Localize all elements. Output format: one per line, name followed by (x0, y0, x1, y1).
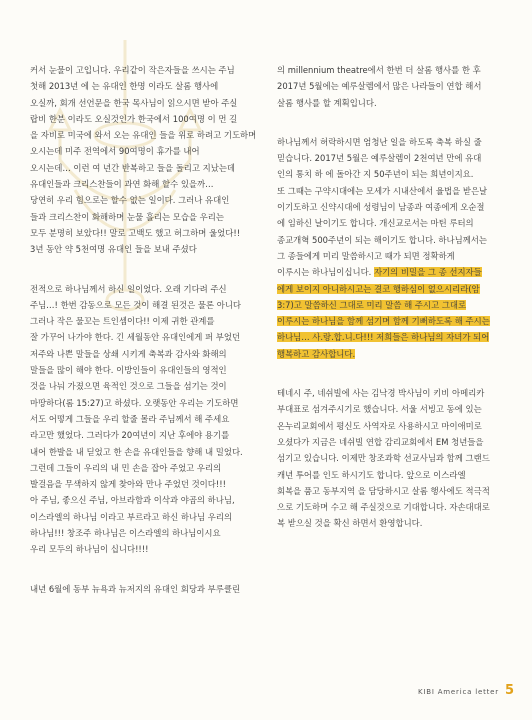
text-line: 하나님!!! 창조주 하나님은 이스라엘의 하나님이시요 (30, 528, 221, 539)
text-line: 전적으로 하나님께서 하신 일이었다. 오래 기다려 주신 (30, 283, 227, 294)
paragraph (30, 581, 262, 597)
page-number: 5 (504, 683, 514, 698)
text-line: 2017년 5월에는 예루살렘에서 많은 나라들이 연합 해서 (277, 81, 482, 92)
paragraph (277, 385, 509, 532)
text-line: 당연히 우리 힘으로는 할수 없는 일이다. 그러나 유대인 (30, 195, 230, 206)
text-line: 캐년 투어를 인도 하시기도 합니다. 앞으로 이스라엘 (277, 469, 466, 480)
text-line: 잘 가꾸어 나가야 한다. 긴 세월동안 유대인에게 퍼 부었던 (30, 332, 241, 343)
text-line: 이스라엘의 하나님 이라고 부르라고 하신 하나님 우리의 (30, 511, 233, 522)
text-line: 오시는데… 이런 여 년간 반복하고 들을 돌리고 지났는데 (30, 162, 235, 173)
paragraph (30, 281, 262, 558)
text-line: 모두 분명히 보았다!! 말로 고백도 했고 허그하며 울었다!! (30, 227, 241, 238)
text-line: 또 그때는 구약시대에는 모세가 시내산에서 율법을 받은날 (277, 185, 488, 196)
text-line: 랍비 한분 이라도 오실것인가 한국에서 100여명 이 먼 길 (30, 113, 238, 124)
text-line: 살롬 행사를 할 계획입니다. (277, 97, 377, 108)
text-line (277, 346, 509, 362)
text-line: 3년 동안 약 5천여명 유대인 들을 보내 주셨다 (30, 244, 197, 255)
text-line (277, 329, 509, 345)
text-line: 말들을 많이 해야 한다. 이방인들이 유대인들의 영적인 (30, 365, 227, 376)
text-line: 의 millennium theatre에서 한번 더 살롬 행사를 한 후 (277, 65, 481, 75)
text-line: 내년 6월에 동부 뉴욕과 뉴저지의 유대인 회당과 부루클린 (30, 583, 241, 594)
paragraph (277, 134, 509, 362)
text-line: 우리 모두의 하나님이 십니다!!!! (30, 544, 149, 555)
paragraph (30, 62, 262, 258)
text-line: 발걸음을 무색하지 않게 찾아와 만나 주었던 것이다!!! (30, 479, 226, 490)
text-line: 오실까, 회개 선언문을 한국 목사님이 읽으시면 받아 주실 (30, 97, 238, 108)
text-line (277, 264, 509, 280)
text-line: 복 받으실 것을 확신 하면서 환영합니다. (277, 518, 423, 529)
text-line: 것을 나눠 가졌으면 육적인 것으로 그들을 섬기는 것이 (30, 381, 227, 392)
text-line (277, 313, 509, 329)
publication-name: KIBI America letter (417, 688, 499, 696)
highlighted-text: 이루시는 하나님을 함께 섬기며 함께 기뻐하도록 해 주시는 (277, 316, 490, 327)
text-line: 유대인들과 크리스찬들이 과연 화해 할수 있을까… (30, 179, 214, 190)
text-line: 하나님께서 허락하시면 엄청난 일을 하도록 축복 하실 줄 (277, 136, 482, 147)
text-line: 에 임하신 날이기도 합니다. 개신교로서는 마틴 루터의 (277, 218, 474, 229)
text-line: 회복을 품고 동부지역 을 담당하시고 살롬 행사에도 적극적 (277, 485, 490, 496)
text-line: 온누리교회에서 평신도 사역자로 사용하시고 마이애미로 (277, 420, 482, 431)
text-line: 들과 크리스찬이 화해하며 눈물 흘리는 모습을 우리는 (30, 211, 224, 222)
text-line (277, 297, 509, 313)
text-line (277, 281, 509, 297)
highlighted-text: 자기의 비밀을 그 종 선지자들 (373, 267, 482, 278)
text-line: 이기도하고 신약시대에 성령님이 남종과 여종에게 오순절 (277, 202, 485, 213)
highlighted-text: 하나님… 사.랑.합.니.다!!! 저희들은 하나님의 자녀가 되어 (277, 332, 490, 343)
text-line: 부대표로 섬겨주시기로 했습니다. 서울 서빙고 동에 있는 (277, 404, 482, 415)
footer (418, 683, 514, 698)
text-line: 그 종들에게 미리 말씀하시고 때가 되면 정확하게 (277, 250, 455, 261)
text-line: 첫해 2013년 에 는 유대인 한명 이라도 살롬 행사에 (30, 81, 219, 92)
left-column (30, 62, 262, 620)
highlighted-text: 3:7)고 말씀하신 그대로 미리 말씀 해 주시고 그대로 (277, 299, 467, 310)
highlighted-text: 행복하고 감사합니다. (277, 348, 356, 359)
text-line: 주님…! 한번 감동으로 모든 것이 해결 된것은 물론 아니다 (30, 299, 242, 310)
text-line: 을 자비로 미국에 와서 오는 유대인 들을 위로 하려고 기도하며 (30, 130, 257, 141)
text-line: 저주와 나쁜 말들을 상쇄 시키게 축복과 감사와 화해의 (30, 348, 227, 359)
right-column (277, 62, 509, 555)
text-line: 그러나 작은 물꼬는 트인셈이다!! 이제 귀한 관계를 (30, 316, 215, 327)
text-line: 으로 기도하며 수고 해 주실것으로 기대합니다. 자손대대로 (277, 502, 490, 513)
text-line: 믿습니다. 2017년 5월은 예루살렘이 2천여년 만에 유대 (277, 153, 482, 164)
text-line: 커서 눈물이 고입니다. 우리같이 작은자들을 쓰시는 주님 (30, 65, 235, 75)
text-line: 서도 어떻게 그들을 우리 할줄 몰라 주님께서 해 주세요 (30, 413, 230, 424)
text-line: 섬기고 있습니다. 이제만 창조과학 선교사님과 함께 그랜드 (277, 453, 490, 464)
text-line: 마땅하다(롬 15:27)고 하셨다. 오랫동안 우리는 기도하면 (30, 397, 239, 408)
text-line: 내어 한발을 내 딛었고 한 손을 유대인들을 향해 내 밀었다. (30, 446, 243, 457)
highlighted-text: 에게 보이지 아니하시고는 결코 행하심이 없으시리라(암 (277, 283, 480, 294)
text-line: 종교개혁 500주년이 되는 해이기도 합니다. 하나님께서는 (277, 234, 487, 245)
text-line: 아 주님, 좋으신 주님, 아브라함과 이삭과 야곱의 하나님, (30, 495, 235, 506)
text-line: 인의 통치 하 에 돌아간 지 50주년이 되는 희년이지요. (277, 169, 474, 180)
paragraph (277, 62, 509, 111)
text-line: 그런데 그들이 우리의 내 민 손을 잡아 주었고 우리의 (30, 462, 222, 473)
text-line: 테네시 주, 네쉬빌에 사는 김낙경 박사님이 키비 아메리카 (277, 388, 485, 399)
text-line: 라고만 했었다. 그러다가 20여년이 지난 후에야 용기를 (30, 430, 230, 441)
text-segment: 이루시는 하나님이십니다. (277, 267, 374, 278)
text-line: 오시는데 미주 전역에서 90여명이 휴가를 내어 (30, 146, 200, 157)
text-line: 오셨다가 지금은 네쉬빌 연합 감리교회에서 EM 청년들을 (277, 436, 484, 447)
